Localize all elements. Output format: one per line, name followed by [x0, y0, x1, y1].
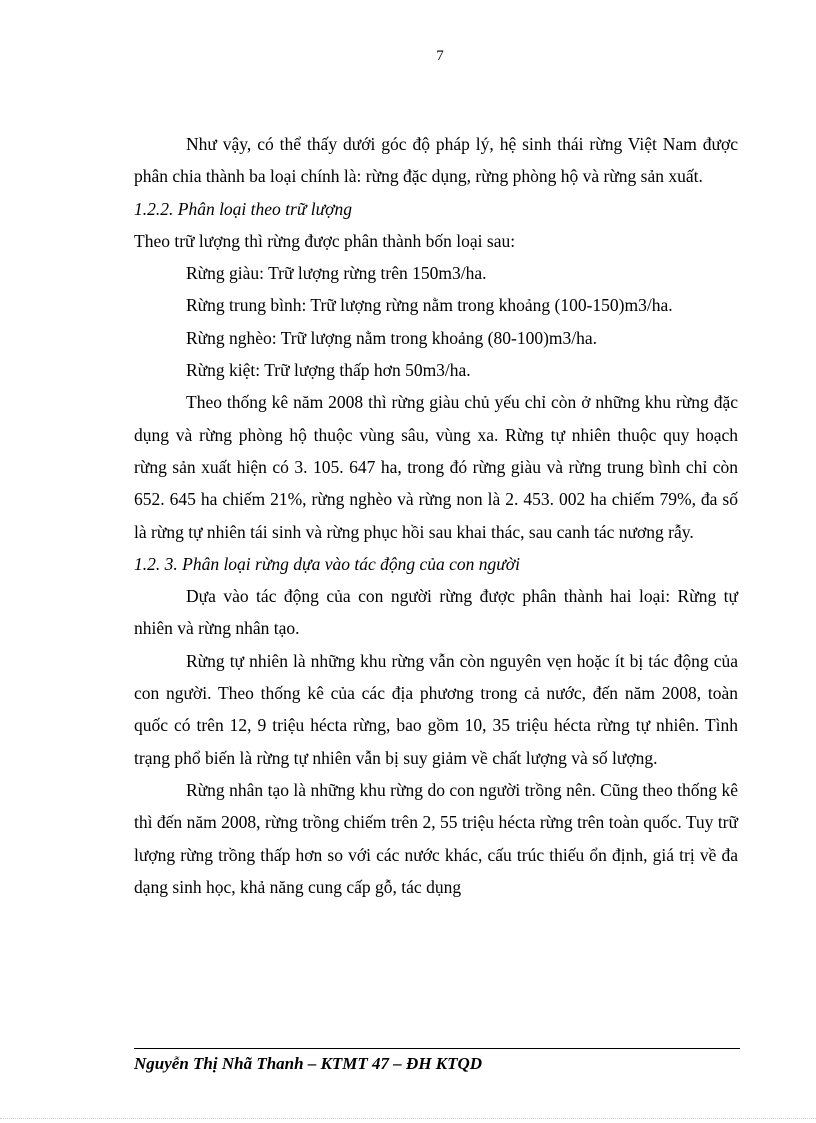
- paragraph-human-impact-intro: Dựa vào tác động của con người rừng được phân thành hai loại: Rừng tự nhiên và rừng nhân tạo.: [134, 586, 738, 639]
- list-item-depleted-forest: Rừng kiệt: Trữ lượng thấp hơn 50m3/ha.: [186, 360, 471, 381]
- footer-divider: [134, 1048, 740, 1049]
- footer-author-line: Nguyễn Thị Nhã Thanh – KTMT 47 – ĐH KTQD: [134, 1054, 483, 1073]
- paragraph-planted-forest: Rừng nhân tạo là những khu rừng do con người trồng nên. Cũng theo thống kê thì đến năm 2008, rừng trồng chiếm trên 2, 55 triệu hécta rừng trên toàn quốc. Tuy trữ lượng rừng trồng thấp hơn so với các nước khác, cấu trúc thiếu ổn định, giá trị về đa dạng sinh học, khả năng cung cấp gỗ, tác dụng: [134, 779, 738, 897]
- paragraph-natural-forest: Rừng tự nhiên là những khu rừng vẫn còn nguyên vẹn hoặc ít bị tác động của con người. Theo thống kê của các địa phương trong cả nước, đến năm 2008, toàn quốc có trên 12, 9 triệu hécta rừng, bao gồm 10, 35 triệu hécta rừng tự nhiên. Tình trạng phổ biến là rừng tự nhiên vẫn bị suy giảm về chất lượng và số lượng.: [134, 650, 738, 768]
- list-item-poor-forest: Rừng nghèo: Trữ lượng nằm trong khoảng (80-100)m3/ha.: [186, 327, 598, 348]
- page-edge-divider: [0, 1118, 816, 1119]
- paragraph-statistics-2008: Theo thống kê năm 2008 thì rừng giàu chủ yếu chỉ còn ở những khu rừng đặc dụng và rừng phòng hộ thuộc vùng sâu, vùng xa. Rừng tự nhiên thuộc quy hoạch rừng sản xuất hiện có 3. 105. 647 ha, trong đó rừng giàu và rừng trung bình chỉ còn 652. 645 ha chiếm 21%, rừng nghèo và rừng non là 2. 453. 002 ha chiếm 79%, đa số là rừng tự nhiên tái sinh và rừng phục hồi sau khai thác, sau canh tác nương rẫy.: [134, 392, 738, 542]
- page-number: 7: [436, 48, 444, 64]
- paragraph-reserve-intro: Theo trữ lượng thì rừng được phân thành bốn loại sau:: [134, 230, 516, 251]
- section-heading-reserve: 1.2.2. Phân loại theo trữ lượng: [134, 198, 353, 219]
- document-body: [134, 128, 738, 903]
- list-item-medium-forest: Rừng trung bình: Trữ lượng rừng nằm trong khoảng (100-150)m3/ha.: [186, 295, 673, 316]
- paragraph-legal-classification: Như vậy, có thể thấy dưới góc độ pháp lý, hệ sinh thái rừng Việt Nam được phân chia thành ba loại chính là: rừng đặc dụng, rừng phòng hộ và rừng sản xuất.: [134, 134, 738, 187]
- section-heading-human-impact: 1.2. 3. Phân loại rừng dựa vào tác động của con người: [134, 553, 520, 574]
- list-item-rich-forest: Rừng giàu: Trữ lượng rừng trên 150m3/ha.: [186, 263, 487, 284]
